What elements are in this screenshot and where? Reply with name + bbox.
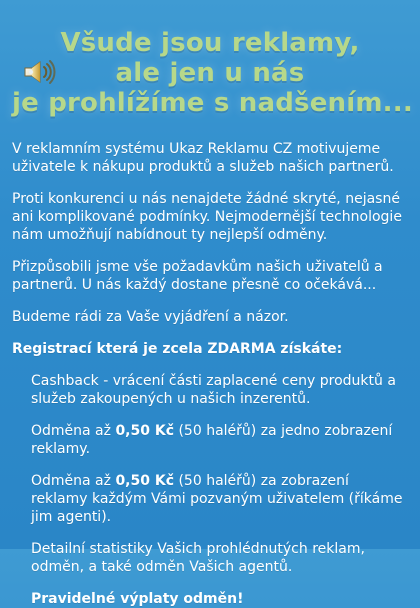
benefit-statistics: Detailní statistiky Vašich prohlédnutých reklam, odměn, a také odměn Vašich agentů.	[31, 541, 365, 575]
benefit-payouts: Pravidelné výplaty odměn!	[31, 591, 244, 607]
headline-line-1: Všude jsou reklamy,	[60, 28, 360, 58]
benefit-agent-reward-suffix: (50 haléřů) za zobrazení reklamy každým Vámi pozvaným uživatelem (říkáme jim agenti).	[31, 473, 403, 525]
headline	[12, 0, 413, 118]
benefit-agent-reward-prefix: Odměna až	[31, 473, 116, 489]
benefit-view-reward-prefix: Odměna až	[31, 423, 116, 439]
benefit-cashback: Cashback - vrácení části zaplacené ceny produktů a služeb zakoupených u našich inzerentů.	[31, 373, 396, 407]
speaker-icon-svg	[22, 58, 56, 86]
registration-heading: Registrací která je zcela ZDARMA získáte:	[12, 341, 343, 357]
benefit-view-reward	[31, 422, 408, 458]
paragraph-4: Budeme rádi za Vaše vyjádření a názor.	[12, 309, 289, 325]
benefit-agent-reward-amount: 0,50 Kč	[115, 473, 175, 489]
content	[12, 140, 408, 608]
paragraph-3: Přizpůsobili jsme vše požadavkům našich uživatelů a partnerů. U nás každý dostane přesně co očekává...	[12, 259, 383, 293]
headline-line-2: ale jen u nás	[115, 58, 305, 88]
paragraph-2: Proti konkurenci u nás nenajdete žádné skryté, nejasné ani komplikované podmínky. Nejmodernější technologie nám umožňují nabídnout ty nejlepší odměny.	[12, 191, 402, 243]
headline-line-3: je prohlížíme s nadšením...	[12, 88, 413, 118]
benefit-agent-reward	[31, 472, 408, 526]
header	[12, 0, 413, 140]
benefits-list	[12, 372, 408, 608]
benefit-view-reward-amount: 0,50 Kč	[115, 423, 175, 439]
benefit-view-reward-suffix: (50 haléřů) za jedno zobrazení reklamy.	[31, 423, 393, 457]
paragraph-1: V reklamním systému Ukaz Reklamu CZ motivujeme uživatele k nákupu produktů a služeb našich partnerů.	[12, 141, 394, 175]
speaker-icon	[22, 58, 56, 86]
